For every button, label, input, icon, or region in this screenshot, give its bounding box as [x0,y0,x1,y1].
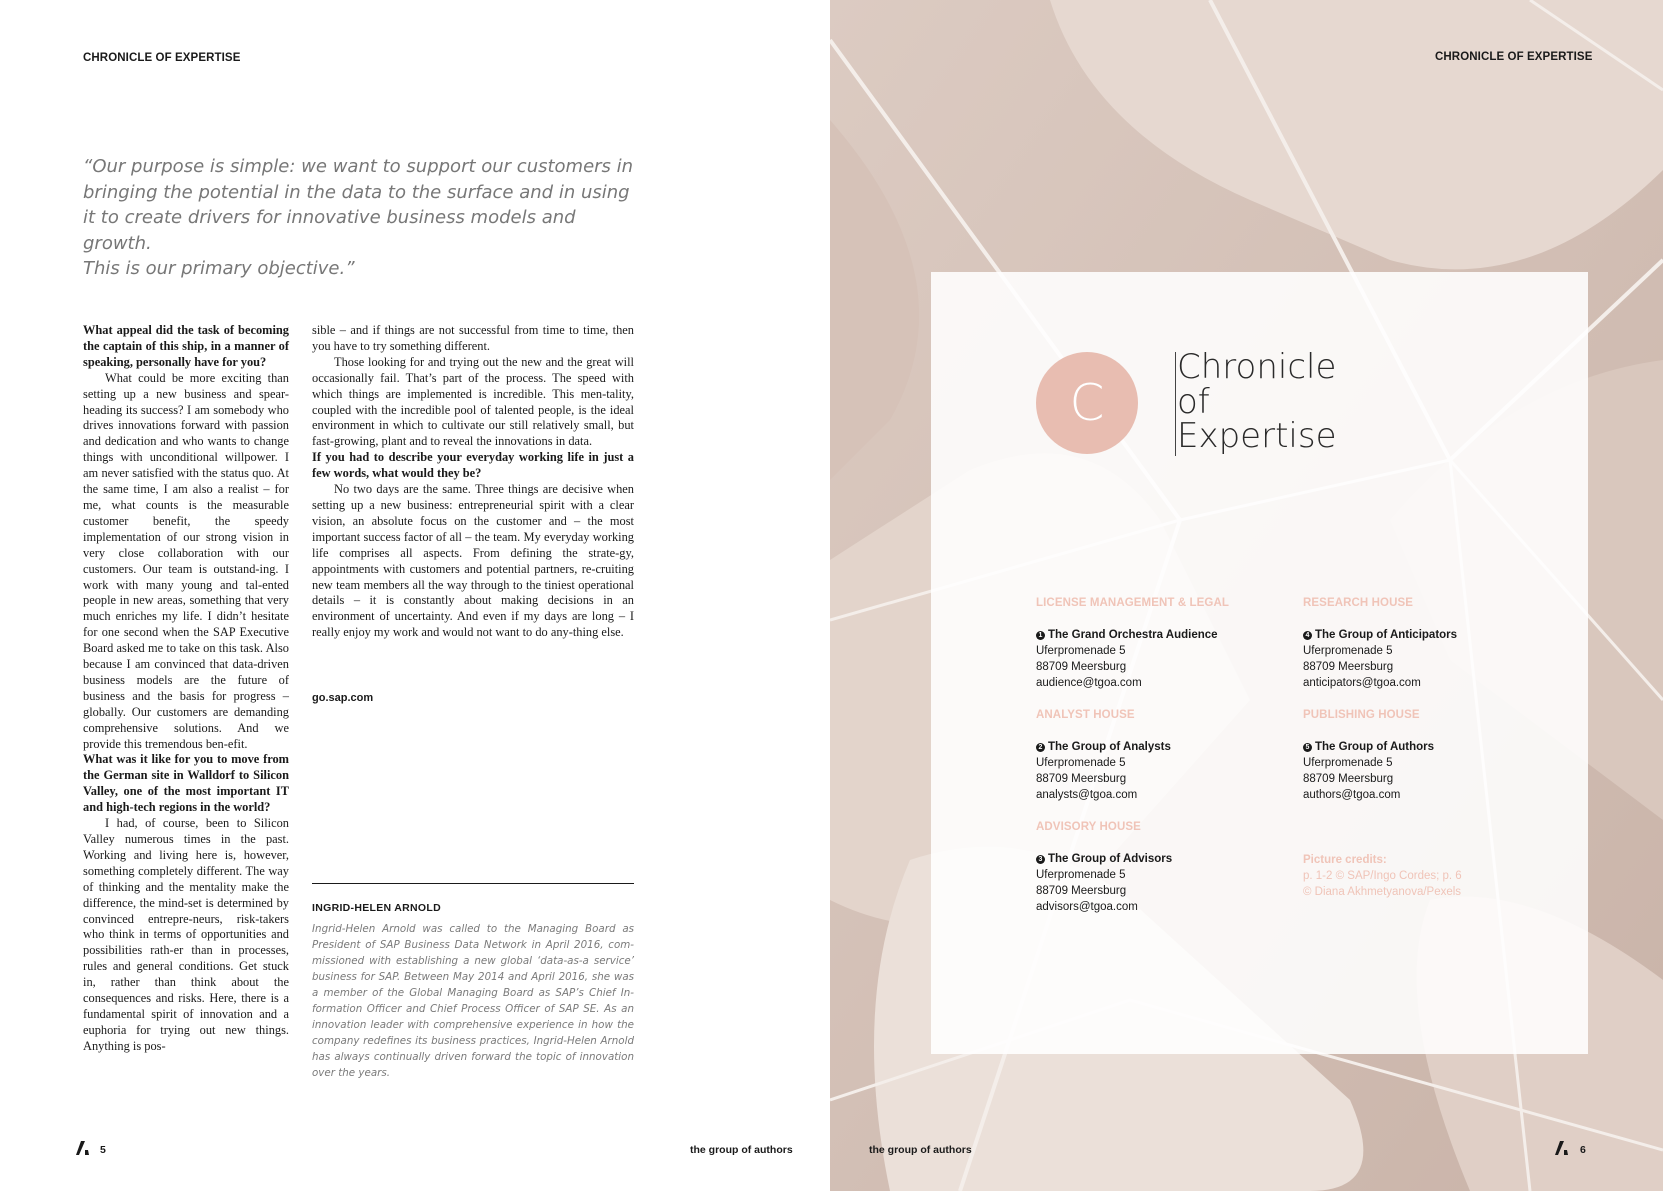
house-name [1303,627,1543,643]
slash-logo-icon [76,1141,90,1155]
credits-title: Picture credits: [1303,854,1387,866]
house-city: 88709 Meersburg [1303,773,1394,785]
logo-title-line: Expertise [1177,416,1337,456]
info-panel [931,272,1588,1054]
interview-answer: I had, of course, been to Silicon Valley numerous times in the past. Working and living here is, however, something completely different. The way of thinking and the mentality make the difference, the mind-set is determined by convinced entrepre-neurs, risk-takers who think in terms of opportunities and possibilities rath-er than in processes, rules and general conditions. Get stuck in, rather than think about the consequences and risks. Here, there is a fundamental spirit of innovation and a euphoria for trying out new things. Anything is pos- [83,816,289,1053]
bio-text: Ingrid-Helen Arnold was called to the Managing Board as President of SAP Business Data Network in April 2016, com-missioned with establishing a new global ‘data-as-a service’ business for SAP. Between May 2014 and April 2016, she was a member of the Global Managing Board as SAP’s Chief In-formation Officer and Chief Process Officer of SAP SE. As an innovation leader with comprehensive experience in how the company redefines its business practices, Ingrid-Helen Arnold has always continually driven forward the topic of innovation over the years. [312,923,634,1079]
house-name-text: The Group of Analysts [1048,741,1171,753]
house-name [1036,627,1276,643]
quote-line: This is our primary objective.” [83,258,355,279]
footer-tag: the group of authors [690,1144,793,1156]
house-email[interactable]: authors@tgoa.com [1303,789,1401,801]
bio-divider [312,883,634,884]
house-heading: PUBLISHING HOUSE [1303,709,1420,721]
house-publishing [1303,709,1543,803]
house-name [1303,739,1543,755]
pull-quote [83,154,643,282]
page-number: 5 [100,1144,106,1156]
interview-question: What appeal did the task of becoming the captain of this ship, in a manner of speaking, personally have for you? [83,323,289,369]
quote-line: “Our purpose is simple: we want to support our customers in [83,156,634,177]
number-badge: 3 [1036,855,1045,864]
number-badge: 2 [1036,743,1045,752]
house-heading: ANALYST HOUSE [1036,709,1135,721]
quote-line: it to create drivers for innovative business models and growth. [83,207,576,254]
house-street: Uferpromenade 5 [1036,757,1126,769]
house-city: 88709 Meersburg [1303,661,1394,673]
article-column-left [83,323,289,1055]
interview-answer: No two days are the same. Three things are decisive when setting up a new business: entrepreneurial spirit with a clear vision, an absolute focus on the customer and – the most important success factor of all – the team. My everyday working life comprises all aspects. From defining the strate-gy, appointments with customers and potential partners, re-cruiting new team members all the way through to the tiniest operational details – it is constantly about making decisions in an environment of uncertainty. And even if my days are long – I really enjoy my work and would not want to do any-thing else. [312,482,634,640]
house-city: 88709 Meersburg [1036,773,1127,785]
house-name-text: The Group of Authors [1315,741,1435,753]
house-analyst [1036,709,1276,803]
credits-line: © Diana Akhmetyanova/Pexels [1303,886,1462,898]
house-street: Uferpromenade 5 [1036,869,1126,881]
interview-answer: Those looking for and trying out the new and the great will occasionally fail. That’s part of the process. The speed with which things are implemented is incredible. This men-tality, coupled with the incredible pool of talented people, is the ideal environment in which to cultivate our still relatively small, but fast-growing, plant and to reveal the innovations in data. [312,354,634,449]
logo-divider [1175,352,1176,456]
house-street: Uferpromenade 5 [1036,645,1126,657]
right-page [830,0,1663,1191]
page-number: 6 [1580,1144,1586,1156]
house-name-text: The Group of Advisors [1048,853,1173,865]
number-badge: 4 [1303,631,1312,640]
house-name-text: The Group of Anticipators [1315,629,1458,641]
number-badge: 5 [1303,743,1312,752]
house-heading: LICENSE MANAGEMENT & LEGAL [1036,597,1229,609]
logo-title-line: Chronicle [1177,347,1337,387]
logo-circle: C [1036,352,1138,454]
left-header: CHRONICLE OF EXPERTISE [83,52,241,64]
website-link[interactable]: go.sap.com [312,692,374,704]
interview-answer-continued: sible – and if things are not successful from time to time, then you have to try something different. [312,323,634,353]
house-city: 88709 Meersburg [1036,661,1127,673]
slash-logo-icon [1555,1141,1569,1155]
house-research [1303,597,1543,691]
house-email[interactable]: anticipators@tgoa.com [1303,677,1421,689]
house-email[interactable]: advisors@tgoa.com [1036,901,1138,913]
house-city: 88709 Meersburg [1036,885,1127,897]
credits-line: p. 1-2 © SAP/Ingo Cordes; p. 6 [1303,870,1462,882]
logo-title [1177,347,1337,456]
number-badge: 1 [1036,631,1045,640]
house-heading: RESEARCH HOUSE [1303,597,1414,609]
house-name [1036,851,1276,867]
interview-answer: What could be more exciting than setting up a new business and spear-heading its success? I am somebody who drives innovations forward with passion and dedication and who wants to change things with unconditional willpower. I am never satisfied with the status quo. At the same time, I am also a realist – for me, what counts is the measurable customer benefit, the speedy implementation of our strong vision in very close collaboration with our customers. Our team is outstand-ing. I work with many young and tal-ented people in new areas, something that very much enriches my life. I didn’t hesitate for one second when the SAP Executive Board asked me to take on this task. Also because I am convinced that data-driven business models are the future of business and the basis for progress – globally. Our customers are demanding comprehensive solutions. And we provide this tremendous ben-efit. [83,370,289,751]
house-heading: ADVISORY HOUSE [1036,821,1141,833]
house-name [1036,739,1276,755]
quote-line: bringing the potential in the data to the surface and in using [83,181,630,203]
house-advisory [1036,821,1276,915]
house-street: Uferpromenade 5 [1303,645,1393,657]
right-header: CHRONICLE OF EXPERTISE [1435,51,1593,63]
interview-question: What was it like for you to move from the German site in Walldorf to Silicon Valley, one of the most important IT and high-tech regions in the world? [83,752,289,815]
left-page [0,0,830,1191]
house-street: Uferpromenade 5 [1303,757,1393,769]
house-email[interactable]: audience@tgoa.com [1036,677,1142,689]
house-name-text: The Grand Orchestra Audience [1048,629,1218,641]
house-license-legal [1036,597,1276,691]
article-column-right [312,323,634,641]
interview-question: If you had to describe your everyday working life in just a few words, what would they be? [312,450,634,481]
bio-name: INGRID-HELEN ARNOLD [312,902,441,914]
logo-title-line: of [1177,381,1210,422]
picture-credits [1303,852,1503,900]
house-email[interactable]: analysts@tgoa.com [1036,789,1138,801]
footer-tag: the group of authors [869,1144,972,1156]
